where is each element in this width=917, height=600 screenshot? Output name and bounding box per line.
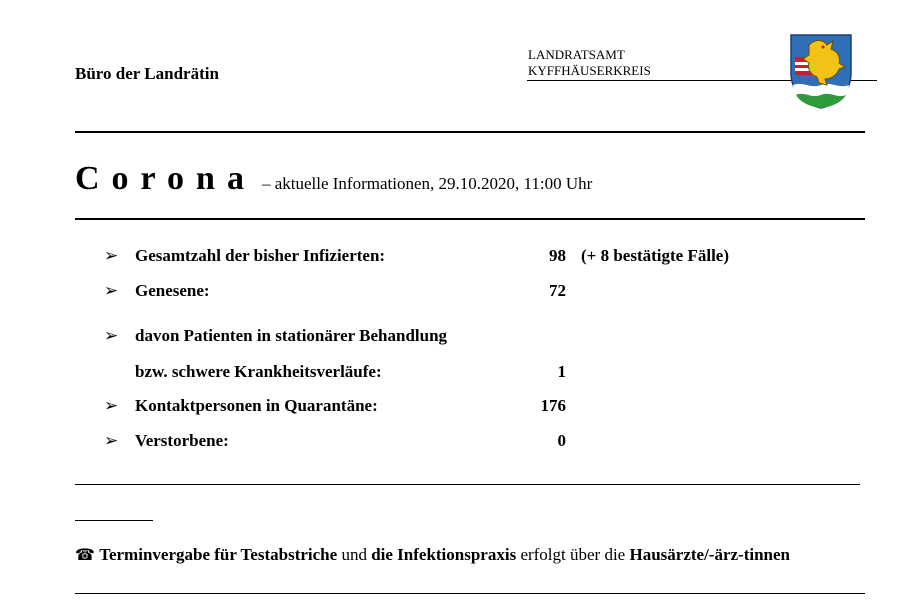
header-rule bbox=[75, 131, 865, 133]
telephone-icon: ☎ bbox=[75, 545, 95, 564]
authority-line-2: KYFFHÄUSERKREIS bbox=[528, 63, 651, 78]
stats-rule bbox=[75, 484, 860, 485]
stat-value: 0 bbox=[557, 431, 566, 450]
stat-row-severe bbox=[0, 362, 917, 384]
note-part-5: Hausärzte/-ärz-tinnen bbox=[629, 545, 791, 564]
authority-name bbox=[528, 47, 651, 79]
title-subtitle: – aktuelle Informationen, 29.10.2020, 11:00 Uhr bbox=[261, 174, 593, 193]
bottom-rule bbox=[75, 593, 865, 594]
note-part-3: die Infektionspraxis bbox=[371, 545, 517, 564]
arrow-bullet-icon: ➢ bbox=[104, 326, 119, 346]
stat-row-recovered bbox=[0, 281, 917, 303]
stat-label: bzw. schwere Krankheitsverläufe: bbox=[135, 362, 382, 381]
stat-extra: (+ 8 bestätigte Fälle) bbox=[581, 246, 730, 265]
stat-value: 72 bbox=[549, 281, 566, 300]
note-part-2: und bbox=[337, 545, 372, 564]
stat-value: 1 bbox=[557, 362, 566, 381]
arrow-bullet-icon: ➢ bbox=[104, 396, 119, 416]
stat-row-deceased bbox=[0, 431, 917, 453]
stat-label: Verstorbene: bbox=[135, 431, 229, 450]
stat-value: 176 bbox=[540, 396, 566, 415]
coat-of-arms-lion-icon bbox=[789, 33, 853, 109]
note-part-1: Terminvergabe für Testabstriche bbox=[99, 545, 338, 564]
footnote-separator bbox=[75, 520, 153, 521]
stat-row-hospitalized bbox=[0, 326, 917, 348]
stat-value: 98 bbox=[549, 246, 566, 265]
stat-row-infected bbox=[0, 246, 917, 268]
arrow-bullet-icon: ➢ bbox=[104, 246, 119, 266]
page-title bbox=[75, 160, 592, 198]
authority-line-1: LANDRATSAMT bbox=[528, 47, 625, 62]
title-rule bbox=[75, 218, 865, 220]
note-part-4: erfolgt über die bbox=[516, 545, 630, 564]
stat-label: Gesamtzahl der bisher Infizierten: bbox=[135, 246, 386, 265]
info-note bbox=[75, 537, 865, 573]
arrow-bullet-icon: ➢ bbox=[104, 281, 119, 301]
stat-row-quarantine bbox=[0, 396, 917, 418]
arrow-bullet-icon: ➢ bbox=[104, 431, 119, 451]
office-name: Büro der Landrätin bbox=[75, 64, 219, 83]
stat-label: davon Patienten in stationärer Behandlung bbox=[135, 326, 448, 345]
stat-label: Genesene: bbox=[135, 281, 210, 300]
title-word: Corona bbox=[75, 160, 256, 197]
stat-label: Kontaktpersonen in Quarantäne: bbox=[135, 396, 378, 415]
